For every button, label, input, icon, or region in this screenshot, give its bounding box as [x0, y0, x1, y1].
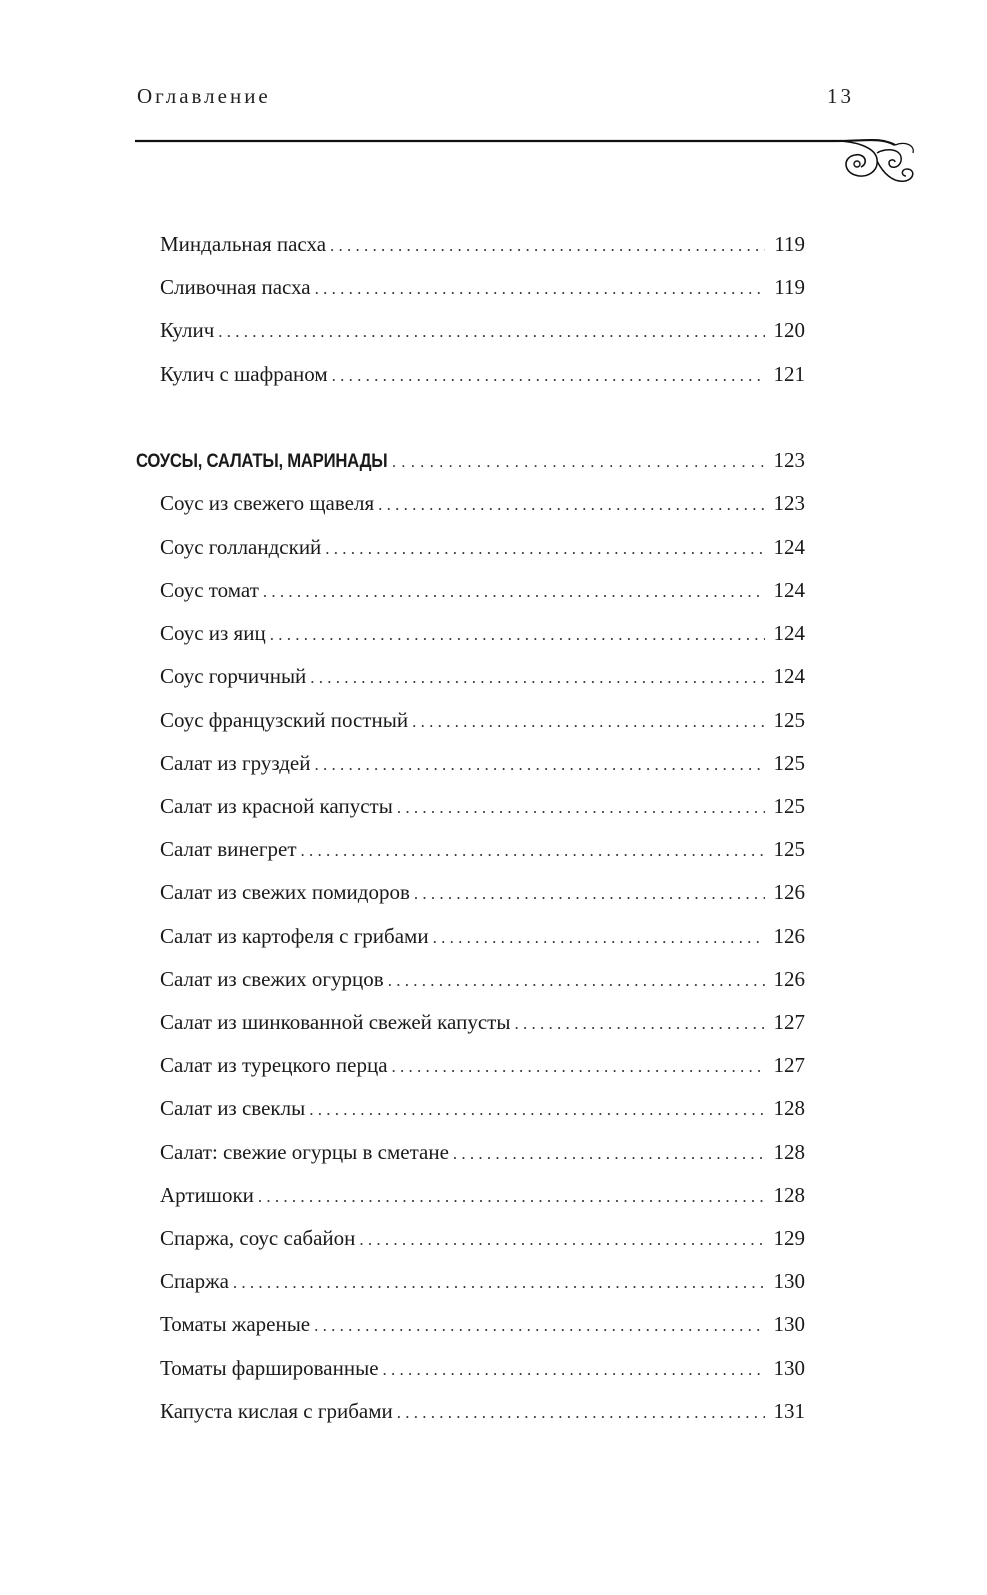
toc-entry	[160, 1309, 805, 1339]
toc-entry	[160, 618, 805, 648]
toc-section-title: СОУСЫ, САЛАТЫ, МАРИНАДЫ	[136, 451, 388, 472]
toc-entry	[160, 661, 805, 691]
toc-entry-title: Миндальная пасха	[160, 232, 327, 256]
toc-page-number: 126	[773, 880, 805, 904]
toc-entry	[160, 1180, 805, 1210]
dot-leader	[330, 231, 765, 261]
dot-leader	[314, 1311, 765, 1341]
toc-page-number: 125	[773, 708, 805, 732]
toc-entry	[160, 532, 805, 562]
dot-leader	[383, 1355, 765, 1385]
toc-entry-title: Салат из картофеля с грибами	[160, 924, 429, 948]
dot-leader	[233, 1268, 765, 1298]
toc-entry	[160, 748, 805, 778]
toc-entry-title: Салат из свежих помидоров	[160, 880, 410, 904]
dot-leader	[378, 490, 765, 520]
toc-entry-title: Спаржа	[160, 1269, 229, 1293]
toc-entry	[160, 315, 805, 345]
toc-page-number: 125	[773, 751, 805, 775]
toc-page-number: 120	[773, 318, 805, 342]
dot-leader	[270, 620, 765, 650]
toc-entry-title: Капуста кислая с грибами	[160, 1399, 393, 1423]
toc-entry	[160, 921, 805, 951]
toc-page-number: 124	[773, 664, 805, 688]
dot-leader	[514, 1009, 765, 1039]
toc-entry-title: Томаты жареные	[160, 1312, 311, 1336]
dot-leader	[388, 966, 765, 996]
dot-leader	[218, 317, 765, 347]
toc-page-number: 121	[773, 362, 805, 386]
toc-page-number: 119	[774, 232, 805, 256]
toc-page-number: 128	[773, 1183, 805, 1207]
dot-leader	[414, 879, 765, 909]
toc-entry	[160, 359, 805, 389]
toc-entry-title: Салат из турецкого перца	[160, 1053, 388, 1077]
toc-entry	[160, 1137, 805, 1167]
running-head: Оглавление	[137, 84, 271, 108]
toc-entry-title: Томаты фаршированные	[160, 1356, 379, 1380]
toc-page-number: 128	[773, 1140, 805, 1164]
toc-entry	[160, 272, 805, 302]
toc-entry	[160, 877, 805, 907]
toc-page-number: 124	[773, 621, 805, 645]
toc-entry-title: Соус французский постный	[160, 708, 409, 732]
toc-page-number: 128	[773, 1096, 805, 1120]
toc-entry	[160, 488, 805, 518]
toc-entry-title: Соус горчичный	[160, 664, 307, 688]
dot-leader	[258, 1182, 765, 1212]
toc-entry	[160, 229, 805, 259]
toc-entry-title: Салат из свежих огурцов	[160, 967, 384, 991]
dot-leader	[309, 1095, 765, 1125]
toc-page-number: 130	[773, 1269, 805, 1293]
dot-leader	[397, 793, 765, 823]
toc-page-number: 127	[773, 1010, 805, 1034]
toc-entry	[160, 834, 805, 864]
toc-page-number: 123	[773, 448, 805, 472]
toc-entry-title: Салат из шинкованной свежей капусты	[160, 1010, 511, 1034]
toc-entry-title: Соус из яиц	[160, 621, 266, 645]
toc-entry	[160, 1050, 805, 1080]
dot-leader	[263, 577, 765, 607]
dot-leader	[325, 534, 765, 564]
toc-entry-title: Соус из свежего щавеля	[160, 491, 375, 515]
toc-page-number: 125	[773, 837, 805, 861]
toc-entry-title: Салат из свеклы	[160, 1096, 306, 1120]
toc-entry	[160, 791, 805, 821]
toc-entry	[160, 1093, 805, 1123]
dot-leader	[314, 750, 765, 780]
dot-leader	[332, 361, 765, 391]
dot-leader	[359, 1225, 765, 1255]
toc-entry	[160, 1266, 805, 1296]
dot-leader	[315, 274, 765, 304]
toc-entry-title: Салат: свежие огурцы в сметане	[160, 1140, 449, 1164]
toc-entry-title: Салат из красной капусты	[160, 794, 393, 818]
toc-page-number: 126	[773, 924, 805, 948]
toc-entry	[160, 1007, 805, 1037]
toc-entry-title: Кулич	[160, 318, 215, 342]
toc-page-number: 124	[773, 535, 805, 559]
toc-page-number: 119	[774, 275, 805, 299]
page-number: 13	[827, 84, 854, 108]
toc-entry	[160, 1353, 805, 1383]
flourish-ornament	[135, 133, 920, 203]
toc-page-number: 129	[773, 1226, 805, 1250]
toc-entry-title: Салат винегрет	[160, 837, 297, 861]
toc-entry	[160, 705, 805, 735]
dot-leader	[392, 447, 765, 477]
toc-entry	[160, 575, 805, 605]
toc-entry-title: Соус голландский	[160, 535, 322, 559]
toc-page-number: 124	[773, 578, 805, 602]
dot-leader	[310, 663, 765, 693]
toc-entry	[160, 1396, 805, 1426]
dot-leader	[412, 707, 765, 737]
toc-entry-title: Салат из груздей	[160, 751, 311, 775]
dot-leader	[392, 1052, 765, 1082]
toc-section-heading	[136, 445, 805, 475]
toc-page-number: 125	[773, 794, 805, 818]
toc-entry	[160, 1223, 805, 1253]
toc-entry-title: Спаржа, соус сабайон	[160, 1226, 356, 1250]
toc-page-number: 130	[773, 1356, 805, 1380]
toc-entry	[160, 964, 805, 994]
dot-leader	[453, 1139, 765, 1169]
toc-page-number: 130	[773, 1312, 805, 1336]
toc-entry-title: Сливочная пасха	[160, 275, 311, 299]
dot-leader	[433, 923, 765, 953]
toc-entry-title: Соус томат	[160, 578, 259, 602]
toc-page-number: 123	[773, 491, 805, 515]
dot-leader	[301, 836, 765, 866]
toc-page-number: 126	[773, 967, 805, 991]
toc-entry-title: Артишоки	[160, 1183, 254, 1207]
toc-page-number: 127	[773, 1053, 805, 1077]
toc-entry-title: Кулич с шафраном	[160, 362, 328, 386]
toc-page-number: 131	[773, 1399, 805, 1423]
dot-leader	[397, 1398, 765, 1428]
